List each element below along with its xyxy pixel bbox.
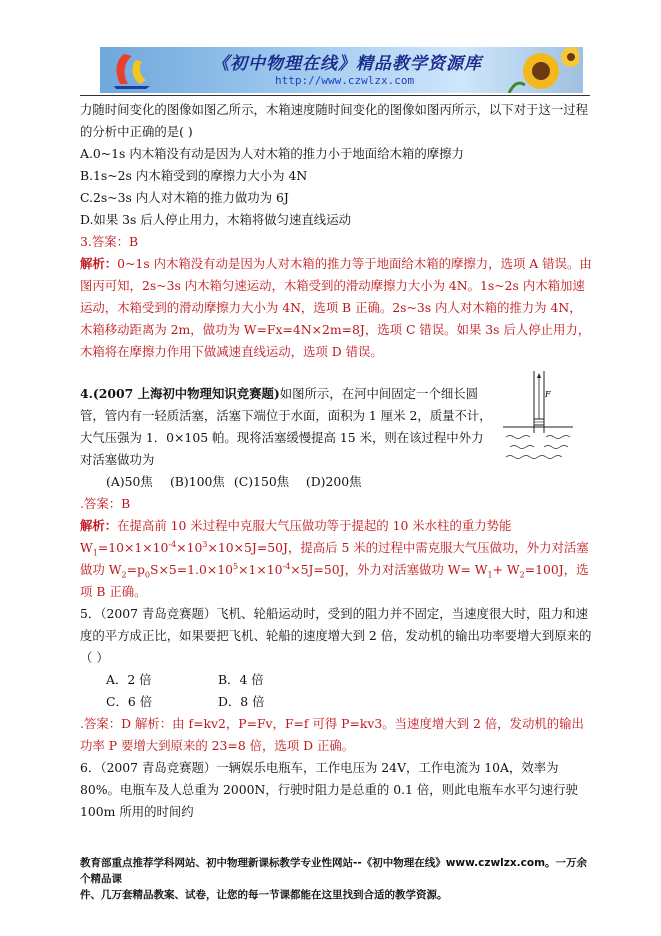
q4-option-d: (D)200焦 [305,474,362,489]
banner-url[interactable]: http://www.czwlzx.com [275,74,415,87]
q5-answer-analysis: .答案：D 解析：由 f=kv2，P=Fv，F=f 可得 P=kv3。当速度增大到 2 倍，发动机的输出功率 P 要增大到原来的 23=8 倍，选项 D 正确。 [80,716,584,753]
q3-stem: 力随时间变化的图像如图乙所示，木箱速度随时间变化的图像如图丙所示，以下对于这一过程的分析中正确的是( ) [80,102,589,139]
q5-options-row1 [80,669,592,691]
q4-block [80,383,592,493]
q5-stem: 5．（2007 青岛竞赛题）飞机、轮船运动时，受到的阻力并不固定，当速度很大时，阻力和速度的平方成正比，如果要把飞机、轮船的速度增大到 2 倍，发动机的输出功率要增大到原来的（ ） [80,606,592,665]
q3-answer: 3.答案：B [80,234,139,249]
header-banner [100,47,583,93]
q4-stem: 4.(2007 上海初中物理知识竞赛题)如图所示，在河中间固定一个细长圆管，管内有一轻质活塞，活塞下端位于水面，面积为 1 厘米 2，质量不计，大气压强为 1．0×105 帕。现将活塞缓慢提高 15 米，则在该过程中外力对活塞做功为 [80,386,492,467]
site-logo-icon [106,50,156,90]
q4-option-c: (C)150焦 [233,474,290,489]
q6-stem: 6．（2007 青岛竞赛题）一辆娱乐电瓶车，工作电压为 24V，工作电流为 10A，效率为 80%。电瓶车及人总重为 2000N，行驶时阻力是总重的 0.1 倍，则此电瓶车水平匀速行驶 100m 所用的时间约 [80,760,578,819]
q3-option-d: D.如果 3s 后人停止用力，木箱将做匀速直线运动 [80,212,351,227]
q3-option-b: B.1s~2s 内木箱受到的摩擦力大小为 4N [80,168,308,183]
document-body [80,99,592,823]
q5-option-c: C．6 倍 [106,694,153,709]
force-label: F [545,390,551,399]
q5-option-a: A．2 倍 [106,672,152,687]
tube-piston-figure [498,371,578,471]
sunflower-icon [489,47,579,93]
banner-title: 《初中物理在线》精品教学资源库 [212,54,482,74]
q5-option-b: B．4 倍 [217,672,264,687]
q5-option-d: D．8 倍 [217,694,265,709]
q4-answer: .答案：B [80,496,131,511]
q3-option-a: A.0~1s 内木箱没有动是因为人对木箱的推力小于地面给木箱的摩擦力 [80,146,464,161]
q3-option-c: C.2s~3s 内人对木箱的推力做功为 6J [80,190,289,205]
q4-option-a: (A)50焦 [106,474,153,489]
q4-option-b: (B)100焦 [169,474,225,489]
footer-line-2: 件、几万套精品教案、试卷，让您的每一节课都能在这里找到合适的教学资源。 [80,889,448,901]
q4-analysis: 解析：在提高前 10 米过程中克服大气压做功等于提起的 10 米水柱的重力势能 $W_1=10\times 1\times 10^{-4}\times 10^3\times 10\times 5J=50J$，提高后 5 米的过程中需克服大气压做功，外力对活塞做功 $W_2=p_0S\times 5=1.0\times 10^5\times 1\times 10^{-4}\times 5J=50J$，外力对活塞做功 $W= W_1+ W_2=100J$，选项 B 正确。 [80,518,589,599]
header-rule [80,95,590,96]
q4-options [80,471,592,493]
page-footer [80,855,595,903]
q3-analysis: 解析：0~1s 内木箱没有动是因为人对木箱的推力等于地面给木箱的摩擦力，选项 A 错误。由图丙可知，2s~3s 内木箱匀速运动，木箱受到的滑动摩擦力大小为 4N。1s~2s 内木箱加速运动，木箱受到的滑动摩擦力大小为 4N，选项 B 正确。2s~3s 内人对木箱的推力为 4N，木箱移动距离为 2m，做功为 W=Fx=4N×2m=8J，选项 C 错误。如果 3s 后人停止用力，木箱将在摩擦力作用下做减速直线运动，选项 D 错误。 [80,256,592,359]
q5-options-row2 [80,691,592,713]
footer-line-1: 教育部重点推荐学科网站、初中物理新课标教学专业性网站--《初中物理在线》www.czwlzx.com。一万余个精品课 [80,857,588,885]
